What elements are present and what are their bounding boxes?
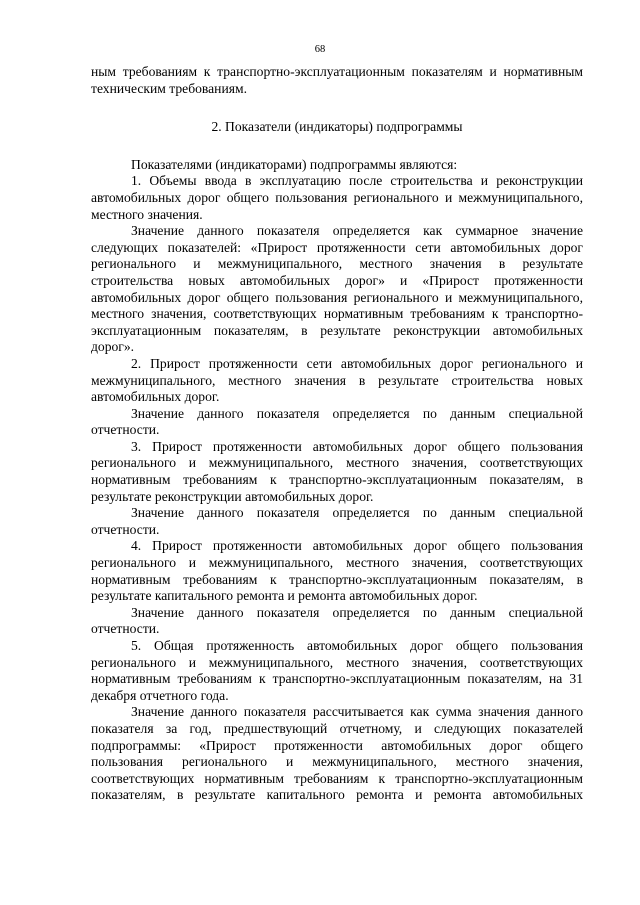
indicator-3-note: Значение данного показателя определяется по данным специальной отчетности. [91, 505, 583, 537]
page-number: 68 [314, 44, 326, 55]
indicator-1-note: Значение данного показателя определяется как суммарное значение следующих показателей: «Прирост протяженности сети автомобильных дорог регионального и межмуниципального, местного значения в результате строительства новых автомобильных дорог» и «Прирост протяженности автомобильных дорог общего пользования регионального и межмуниципального, местного значения, соответствующих нормативным требованиям к транспортно-эксплуатационным показателям, в результате реконструкции автомобильных дорог». [91, 223, 583, 355]
indicator-2: 2. Прирост протяженности сети автомобильных дорог регионального и межмуниципального, местного значения в результате строительства новых автомобильных дорог. [91, 355, 583, 405]
indicator-3: 3. Прирост протяженности автомобильных дорог общего пользования регионального и межмуниципального, местного значения, соответствующих нормативным требованиям к транспортно-эксплуатационным показателям, в результате реконструкции автомобильных дорог. [91, 438, 583, 504]
indicator-1: 1. Объемы ввода в эксплуатацию после строительства и реконструкции автомобильных дорог общего пользования регионального и межмуниципального, местного значения. [91, 173, 583, 222]
indicator-4-note: Значение данного показателя определяется по данным специальной отчетности. [91, 604, 583, 637]
document-body [91, 64, 583, 804]
indicator-5: 5. Общая протяженность автомобильных дорог общего пользования регионального и межмуниципального, местного значения, соответствующих нормативным требованиям к транспортно-эксплуатационным показателям, на 31 декабря отчетного года. [91, 638, 583, 703]
indicator-4: 4. Прирост протяженности автомобильных дорог общего пользования регионального и межмуниципального, местного значения, соответствующих нормативным требованиям к транспортно-эксплуатационным показателям, в результате капитального ремонта и ремонта автомобильных дорог. [91, 538, 583, 604]
paragraph-lead: Показателями (индикаторами) подпрограммы являются: [131, 156, 458, 172]
indicator-2-note: Значение данного показателя определяется по данным специальной отчетности. [91, 405, 583, 438]
section-heading: 2. Показатели (индикаторы) подпрограммы [211, 119, 463, 135]
indicator-5-note: Значение данного показателя рассчитывается как сумма значения данного показателя за год, предшествующий отчетному, и следующих показателей подпрограммы: «Прирост протяженности автомобильных дорог общего пользования регионального и межмуниципального, местного значения, соответствующих нормативным требованиям к транспортно-эксплуатационным показателям, в результате капитального ремонта и ремонта автомобильных [91, 704, 583, 803]
paragraph-intro-continuation: ным требованиям к транспортно-эксплуатационным показателям и нормативным техническим требованиям. [91, 64, 583, 96]
